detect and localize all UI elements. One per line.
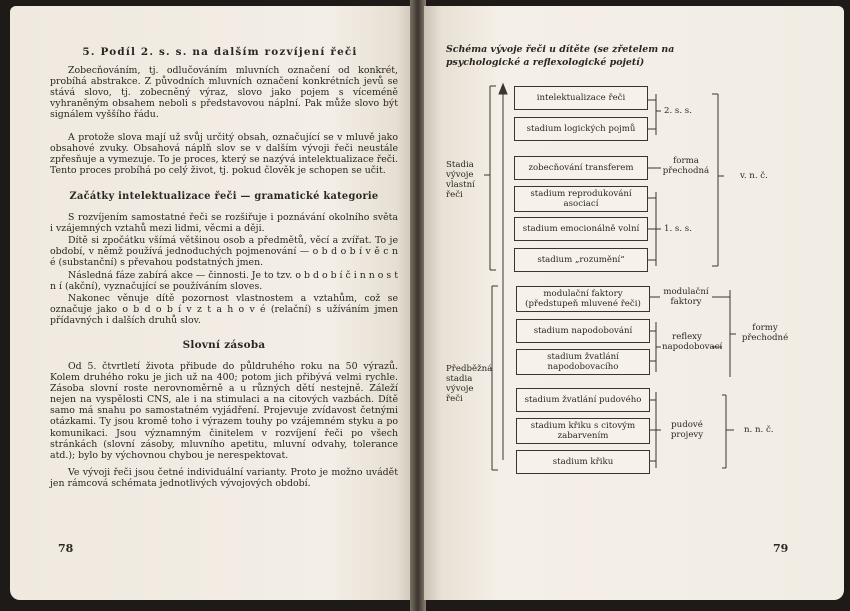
label-nnc: n. n. č. (744, 425, 774, 435)
paragraph: S rozvíjením samostatné řeči se rozšiřuje i poznávání okolního světa i vzájemných vztahů mezi lidmi, věcmi a ději. (50, 212, 398, 235)
paragraph: Dítě si zpočátku všímá většinou osob a předmětů, věcí a zvířat. To je období, v němž používá jednoduchých pojmenování — o b d o b í v ě c n é (substanční) s převahou podstatných jmen. (50, 235, 398, 269)
label-reflexy: reflexy napodobovací (662, 332, 723, 352)
label-pudove-projevy: pudové projevy (670, 420, 704, 440)
label-2ss: 2. s. s. (664, 106, 692, 116)
section-heading: 5. Podíl 2. s. s. na dalším rozvíjení řeči (82, 46, 358, 58)
left-label-lower: Předběžná stadia vývoje řeči (446, 364, 493, 404)
diagram-box: intelektualizace řeči (514, 86, 648, 110)
diagram-box: stadium žvatlání napodobovacího (516, 349, 650, 375)
subheading: Slovní zásoba (182, 339, 266, 351)
page-number: 78 (58, 542, 74, 555)
label-vnc: v. n. č. (740, 171, 768, 181)
label-forma-prechodna: forma přechodná (662, 156, 710, 176)
diagram-box: stadium křiku s citovým zabarvením (516, 418, 650, 444)
diagram-box: zobecňování transferem (514, 156, 648, 180)
diagram-box: stadium emocionálně volní (514, 217, 648, 241)
paragraph: Zobecňováním, tj. odlučováním mluvních označení od konkrét, probíhá abstrakce. Z původních mluvních označení konkrétních jevů se stává slovo, tj. zobecněný výraz, slovo jako pojem s víceméně vyhraněným obsahem neboli s představovou náplní. Pak může slovo být signálem vyššího řádu. (50, 65, 398, 121)
subheading: Začátky intelektualizace řeči — gramatické kategorie (69, 191, 379, 202)
paragraph: Nakonec věnuje dítě pozornost vlastnostem a vztahům, což se označuje jako o b d o b í v z t a h o v é (relační) s užíváním jmen přídavných i dalších druhů slov. (50, 293, 398, 327)
diagram-box: stadium napodobování (516, 319, 650, 343)
diagram-box: stadium žvatlání pudového (516, 388, 650, 412)
diagram-box: stadium logických pojmů (514, 117, 648, 141)
left-page (10, 6, 412, 600)
diagram-title: Schéma vývoje řeči u dítěte (se zřetelem na psychologické a reflexologické pojetí) (446, 44, 675, 68)
left-label-upper: Stadia vývoje vlastní řeči (446, 160, 475, 200)
page-number: 79 (773, 542, 789, 555)
paragraph: Ve vývoji řeči jsou četné individuální varianty. Proto je možno uvádět jen rámcová schémata jednotlivých vývojových období. (50, 467, 398, 490)
paragraph: Od 5. čtvrtletí života přibude do půldruhého roku na 50 výrazů. Kolem druhého roku je jich už na 400; potom jich přibývá velmi rychle. Zásoba slovní roste nerovnoměrně a u různých dětí nestejně. Záleží nejen na vyspělosti CNS, ale i na stimulaci a na citových vazbách. Dítě samo má snahu po samostatném vyjádření. Projevuje zvídavost četnými otázkami. Ty jsou kromě toho i výrazem touhy po vzájemném styku a po komunikaci. Jsou významným činitelem v rozvíjení řeči po všech stránkách (slovní zásoby, mluvního apetitu, mluvní odvahy, tolerance atd.); bylo by výchovnou chybou je nerespektovat. (50, 361, 398, 461)
diagram-box: stadium křiku (516, 450, 650, 474)
diagram-box: stadium „rozumění“ (514, 248, 648, 272)
label-modulacni-faktory: modulační faktory (663, 287, 709, 307)
paragraph: Následná fáze zabírá akce — činnosti. Je to tzv. o b d o b í č i n n o s t n í (akční), vyznačující se používáním sloves. (50, 270, 398, 293)
label-1ss: 1. s. s. (664, 224, 692, 234)
diagram-box: modulační faktory (předstupeň mluvené řeči) (516, 286, 650, 312)
label-formy-prechodne: formy přechodné (741, 323, 789, 343)
paragraph: A protože slova mají už svůj určitý obsah, označující se v mluvě jako obsahové zvuky. Obsahová náplň slov se v dalším vývoji řeči neustále zpřesňuje a vymezuje. To je proces, který se nazývá intelektualizace řeči. Tento proces probíhá po celý život, tj. pokud člověk je schopen se učit. (50, 132, 398, 177)
diagram-box: stadium reprodukování asociací (514, 186, 648, 212)
